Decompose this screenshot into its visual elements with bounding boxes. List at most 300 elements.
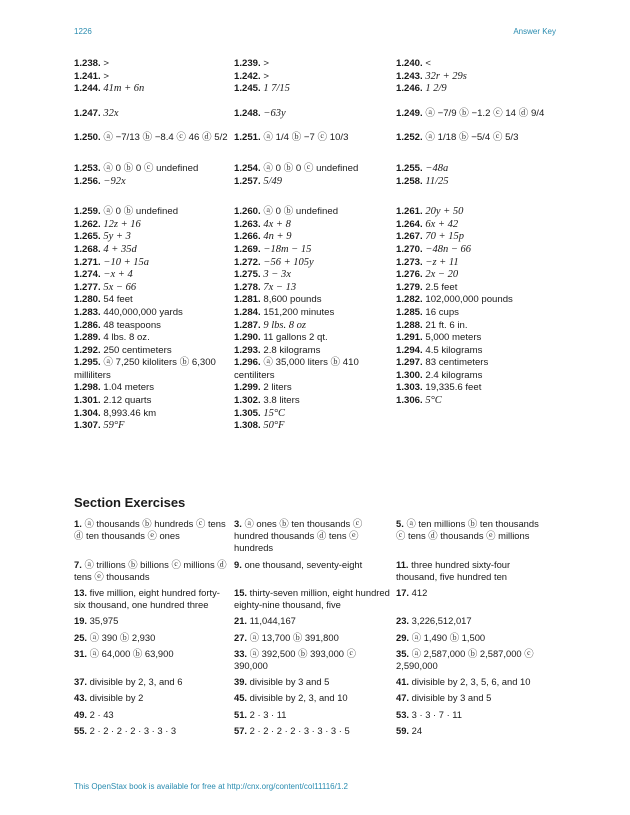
- answer-text: ⓐ 35,000 liters ⓑ 410 centiliters: [234, 357, 359, 381]
- answer-number: 1.275.: [234, 269, 261, 281]
- answer-number: 1.: [74, 518, 82, 529]
- answer-number: 1.291.: [396, 332, 423, 344]
- answer-item: [396, 676, 556, 692]
- spacer: [74, 145, 234, 163]
- answer-text: 16 cups: [425, 306, 459, 318]
- answer-number: 1.282.: [396, 294, 423, 306]
- answer-item: [74, 345, 234, 358]
- answer-item: [396, 709, 556, 725]
- answer-item: [396, 559, 556, 587]
- spacer: [234, 96, 396, 108]
- answer-text: −56 + 105y: [263, 256, 314, 268]
- answer-text: ⓐ 1/4 ⓑ −7 ⓒ 10/3: [263, 132, 349, 144]
- answer-text: 440,000,000 yards: [103, 306, 183, 318]
- answer-number: 57.: [234, 724, 248, 736]
- answer-text: 20y + 50: [425, 206, 464, 218]
- answer-text: 70 + 15p: [425, 231, 464, 243]
- exercise-grid: [74, 518, 556, 741]
- answer-item: [74, 559, 234, 587]
- answer-number: 1.253.: [74, 162, 101, 174]
- answer-number: 1.295.: [74, 357, 101, 369]
- answer-number: 1.298.: [74, 382, 101, 394]
- answer-column-2: [234, 58, 396, 433]
- answer-number: 1.279.: [396, 281, 423, 293]
- answer-item: [396, 219, 556, 232]
- answer-text: 5x − 66: [103, 281, 137, 293]
- answer-number: 1.296.: [234, 357, 261, 369]
- answer-text: 32r + 29s: [425, 70, 467, 82]
- answer-number: 1.250.: [74, 132, 101, 144]
- answer-item: [234, 294, 396, 307]
- answer-item: [396, 132, 556, 145]
- answer-item: [234, 320, 396, 333]
- answer-item: [396, 206, 556, 219]
- answer-item: [74, 332, 234, 345]
- answer-number: 1.303.: [396, 382, 423, 394]
- answer-number: 11.: [396, 558, 409, 570]
- answer-item: [234, 408, 396, 421]
- answer-text: divisible by 2, 3, 5, 6, and 10: [411, 676, 531, 688]
- answer-text: 5/49: [263, 175, 283, 187]
- answer-number: 1.258.: [396, 175, 423, 187]
- answer-item: [234, 163, 396, 176]
- answer-text: ⓐ 1,490 ⓑ 1,500: [411, 631, 486, 643]
- answer-number: 1.246.: [396, 83, 423, 95]
- answer-text: 1 2/9: [425, 83, 447, 95]
- answer-text: ⓐ 0 ⓑ 0 ⓒ undefined: [103, 162, 199, 174]
- answer-item: [396, 257, 556, 270]
- answer-number: 25.: [74, 631, 88, 643]
- answer-item: [396, 332, 556, 345]
- answer-text: ⓐ 0 ⓑ 0 ⓒ undefined: [263, 162, 359, 174]
- answer-text: 4n + 9: [263, 231, 292, 243]
- answer-text: five million, eight hundred forty-six thousand, one hundred three: [74, 587, 220, 611]
- answer-text: 102,000,000 pounds: [425, 294, 513, 306]
- answer-item: [396, 83, 556, 96]
- spacer: [74, 96, 234, 108]
- answer-item: [234, 71, 396, 84]
- answer-item: [396, 632, 556, 648]
- answer-number: 1.256.: [74, 175, 101, 187]
- answer-item: [74, 231, 234, 244]
- answer-text: 1 7/15: [263, 83, 290, 95]
- answer-number: 1.305.: [234, 407, 261, 419]
- answer-text: 2.5 feet: [425, 281, 458, 293]
- answer-text: ⓐ thousands ⓑ hundreds ⓒ tens ⓓ ten thousands ⓔ ones: [74, 518, 226, 542]
- answer-item: [74, 163, 234, 176]
- page-number: 1226: [74, 27, 92, 36]
- answer-number: 1.300.: [396, 369, 423, 381]
- answer-item: [74, 320, 234, 333]
- answer-text: ⓐ −7/9 ⓑ −1.2 ⓒ 14 ⓓ 9/4: [425, 107, 545, 119]
- answer-number: 9.: [234, 558, 242, 570]
- answer-number: 1.273.: [396, 256, 423, 268]
- answer-item: [234, 709, 396, 725]
- spacer: [396, 120, 556, 132]
- spacer: [396, 145, 556, 163]
- answer-text: ⓐ 2,587,000 ⓑ 2,587,000 ⓒ 2,590,000: [396, 647, 534, 672]
- answer-text: 6x + 42: [425, 218, 459, 230]
- answer-item: [234, 282, 396, 295]
- answer-number: 1.247.: [74, 107, 101, 119]
- answer-item: [74, 307, 234, 320]
- answer-text: −18m − 15: [263, 243, 312, 255]
- spacer: [74, 188, 234, 206]
- answer-item: [234, 587, 396, 615]
- answer-text: 3,226,512,017: [411, 615, 472, 627]
- answer-number: 1.288.: [396, 319, 423, 331]
- answer-text: divisible by 2, 3, and 10: [249, 692, 348, 704]
- answer-number: 23.: [396, 615, 410, 627]
- answer-item: [234, 615, 396, 631]
- answer-number: 1.301.: [74, 395, 101, 407]
- answer-item: [396, 615, 556, 631]
- answer-text: 11 gallons 2 qt.: [263, 332, 328, 344]
- answer-number: 1.292.: [74, 344, 101, 356]
- answer-number: 1.241.: [74, 70, 101, 82]
- answer-number: 21.: [234, 615, 248, 627]
- answer-number: 45.: [234, 692, 248, 704]
- answer-text: three hundred sixty-four thousand, five hundred ten: [396, 558, 511, 582]
- answer-number: 1.268.: [74, 243, 101, 255]
- answer-text: 5,000 meters: [425, 332, 482, 344]
- answer-number: 1.263.: [234, 218, 261, 230]
- answer-text: 35,975: [89, 615, 119, 627]
- answer-text: 32x: [103, 107, 119, 119]
- answer-number: 1.280.: [74, 294, 101, 306]
- answer-text: 412: [411, 587, 428, 599]
- answer-number: 1.255.: [396, 162, 423, 174]
- answer-item: [396, 176, 556, 189]
- answer-text: 4.5 kilograms: [425, 344, 483, 356]
- answer-number: 1.277.: [74, 281, 101, 293]
- answer-item: [74, 357, 234, 382]
- answer-text: −48n − 66: [425, 243, 472, 255]
- answer-text: ⓐ 64,000 ⓑ 63,900: [89, 647, 174, 659]
- answer-number: 1.254.: [234, 162, 261, 174]
- answer-text: ⓐ 13,700 ⓑ 391,800: [249, 631, 339, 643]
- answer-text: 8,600 pounds: [263, 294, 322, 306]
- answer-number: 31.: [74, 647, 88, 659]
- answer-text: divisible by 3 and 5: [411, 692, 492, 704]
- answer-item: [396, 294, 556, 307]
- answer-number: 1.286.: [74, 319, 101, 331]
- answer-number: 55.: [74, 724, 88, 736]
- answer-number: 1.266.: [234, 231, 261, 243]
- answer-text: >: [263, 70, 269, 82]
- answer-number: 1.257.: [234, 175, 261, 187]
- answer-number: 1.259.: [74, 206, 101, 218]
- spacer: [234, 145, 396, 163]
- answer-number: 1.293.: [234, 344, 261, 356]
- answer-text: divisible by 2: [89, 692, 144, 704]
- answer-number: 1.297.: [396, 357, 423, 369]
- answer-item: [234, 269, 396, 282]
- answer-number: 1.252.: [396, 132, 423, 144]
- answer-text: −z + 11: [425, 256, 459, 268]
- answer-item: [396, 518, 556, 559]
- answer-text: 11/25: [425, 175, 449, 187]
- answer-text: divisible by 2, 3, and 6: [89, 676, 183, 688]
- answer-text: 41m + 6n: [103, 83, 145, 95]
- answer-text: 11,044,167: [249, 615, 296, 627]
- answer-item: [74, 632, 234, 648]
- footer-note: This OpenStax book is available for free at http://cnx.org/content/col11116/1.2: [74, 782, 348, 791]
- answer-text: 24: [411, 724, 423, 736]
- answer-number: 1.245.: [234, 83, 261, 95]
- spacer: [396, 96, 556, 108]
- answer-number: 1.276.: [396, 269, 423, 281]
- answer-number: 43.: [74, 692, 88, 704]
- answer-text: 2x − 20: [425, 269, 459, 281]
- answer-number: 35.: [396, 647, 410, 659]
- answer-text: 83 centimeters: [425, 357, 489, 369]
- answer-number: 1.284.: [234, 306, 261, 318]
- answer-column-3: [396, 58, 556, 433]
- answer-item: [396, 320, 556, 333]
- answer-item: [234, 244, 396, 257]
- answer-text: 59°F: [103, 420, 125, 432]
- answer-number: 1.281.: [234, 294, 261, 306]
- answer-number: 41.: [396, 676, 410, 688]
- answer-text: 8,993.46 km: [103, 407, 157, 419]
- answer-number: 1.270.: [396, 243, 423, 255]
- answer-number: 53.: [396, 708, 410, 720]
- answer-text: ⓐ −7/13 ⓑ −8.4 ⓒ 46 ⓓ 5/2: [103, 132, 228, 144]
- answer-number: 5.: [396, 518, 404, 529]
- answer-number: 1.294.: [396, 344, 423, 356]
- answer-item: [234, 307, 396, 320]
- answer-text: 2 liters: [263, 382, 292, 394]
- answer-number: 1.269.: [234, 243, 261, 255]
- answer-number: 1.262.: [74, 218, 101, 230]
- answer-number: 1.274.: [74, 269, 101, 281]
- answer-item: [74, 58, 234, 71]
- answer-text: ⓐ ten millions ⓑ ten thousands ⓒ tens ⓓ thousands ⓔ millions: [396, 518, 539, 542]
- answer-number: 1.306.: [396, 395, 423, 407]
- answer-number: 27.: [234, 631, 248, 643]
- answer-text: 2 · 43: [89, 708, 114, 720]
- answer-item: [396, 231, 556, 244]
- answer-item: [234, 725, 396, 741]
- answer-text: 3.8 liters: [263, 395, 300, 407]
- answer-number: 1.272.: [234, 256, 261, 268]
- answer-item: [74, 71, 234, 84]
- answer-text: 15°C: [263, 407, 286, 419]
- answer-item: [234, 58, 396, 71]
- answer-number: 1.308.: [234, 420, 261, 432]
- answer-text: ⓐ 7,250 kiloliters ⓑ 6,300 milliliters: [74, 357, 216, 381]
- answer-number: 1.242.: [234, 70, 261, 82]
- answer-text: −48a: [425, 162, 449, 174]
- answer-number: 1.283.: [74, 306, 101, 318]
- answer-number: 13.: [74, 587, 88, 599]
- answer-number: 1.271.: [74, 256, 101, 268]
- answer-text: 3 · 3 · 7 · 11: [411, 708, 463, 720]
- answer-item: [234, 257, 396, 270]
- answer-item: [234, 176, 396, 189]
- answer-item: [396, 71, 556, 84]
- answer-number: 1.299.: [234, 382, 261, 394]
- answer-item: [74, 709, 234, 725]
- answer-item: [74, 83, 234, 96]
- answer-text: 1.04 meters: [103, 382, 155, 394]
- answer-item: [74, 408, 234, 421]
- answer-column-1: [74, 58, 234, 433]
- answer-item: [396, 282, 556, 295]
- answer-item: [234, 83, 396, 96]
- answer-number: 1.239.: [234, 58, 261, 69]
- answer-text: 2.8 kilograms: [263, 344, 321, 356]
- answer-number: 1.238.: [74, 58, 101, 69]
- answer-item: [234, 648, 396, 676]
- answer-item: [234, 332, 396, 345]
- answer-number: 1.261.: [396, 206, 423, 218]
- answer-number: 1.265.: [74, 231, 101, 243]
- answer-number: 1.307.: [74, 420, 101, 432]
- answer-item: [74, 420, 234, 433]
- answer-item: [74, 108, 234, 121]
- answer-item: [396, 357, 556, 370]
- answer-text: 2 · 3 · 11: [249, 708, 287, 720]
- answer-item: [234, 518, 396, 559]
- answer-item: [234, 132, 396, 145]
- answer-number: 1.264.: [396, 218, 423, 230]
- answer-item: [234, 345, 396, 358]
- answer-number: 51.: [234, 708, 248, 720]
- answer-text: 21 ft. 6 in.: [425, 319, 468, 331]
- running-header: Answer Key: [513, 27, 556, 36]
- answer-text: >: [103, 70, 109, 82]
- answer-number: 17.: [396, 587, 410, 599]
- answer-item: [396, 648, 556, 676]
- answer-text: >: [103, 58, 109, 69]
- answer-text: ⓐ 0 ⓑ undefined: [103, 206, 179, 218]
- answer-number: 1.285.: [396, 306, 423, 318]
- answer-item: [396, 244, 556, 257]
- answer-item: [74, 587, 234, 615]
- answer-text: ⓐ 1/18 ⓑ −5/4 ⓒ 5/3: [425, 132, 519, 144]
- answer-item: [396, 725, 556, 741]
- answer-item: [234, 632, 396, 648]
- answer-item: [74, 615, 234, 631]
- answer-text: 4 + 35d: [103, 243, 137, 255]
- answer-item: [234, 357, 396, 382]
- answer-number: 33.: [234, 647, 248, 659]
- answer-text: thirty-seven million, eight hundred eighty-nine thousand, five: [234, 587, 390, 611]
- answer-number: 1.287.: [234, 319, 261, 331]
- answer-number: 1.248.: [234, 107, 261, 119]
- answer-number: 1.290.: [234, 332, 261, 344]
- answer-number: 19.: [74, 615, 88, 627]
- answer-text: 151,200 minutes: [263, 306, 335, 318]
- answer-item: [74, 692, 234, 708]
- answer-item: [74, 269, 234, 282]
- answer-item: [74, 132, 234, 145]
- answer-number: 1.267.: [396, 231, 423, 243]
- answer-text: 12z + 16: [103, 218, 141, 230]
- answer-text: 19,335.6 feet: [425, 382, 482, 394]
- answer-number: 39.: [234, 676, 248, 688]
- answer-number: 1.289.: [74, 332, 101, 344]
- answer-number: 47.: [396, 692, 410, 704]
- answer-item: [74, 382, 234, 395]
- answer-item: [234, 231, 396, 244]
- answer-item: [74, 676, 234, 692]
- answer-number: 29.: [396, 631, 410, 643]
- answer-text: 54 feet: [103, 294, 133, 306]
- answer-item: [396, 370, 556, 383]
- answer-item: [74, 206, 234, 219]
- answer-item: [396, 587, 556, 615]
- answer-item: [396, 58, 556, 71]
- answer-text: ⓐ 0 ⓑ undefined: [263, 206, 339, 218]
- answer-item: [234, 420, 396, 433]
- answer-item: [74, 257, 234, 270]
- answer-number: 1.304.: [74, 407, 101, 419]
- answer-item: [396, 395, 556, 408]
- answer-number: 49.: [74, 708, 88, 720]
- answer-text: ⓐ 390 ⓑ 2,930: [89, 631, 156, 643]
- answer-text: −63y: [263, 107, 286, 119]
- answer-item: [74, 294, 234, 307]
- answer-item: [396, 307, 556, 320]
- answer-text: >: [263, 58, 269, 69]
- answer-number: 1.251.: [234, 132, 261, 144]
- answer-text: one thousand, seventy-eight: [244, 558, 363, 570]
- spacer: [74, 120, 234, 132]
- answer-item: [234, 395, 396, 408]
- answer-number: 37.: [74, 676, 88, 688]
- answer-item: [234, 692, 396, 708]
- answer-item: [74, 648, 234, 676]
- answer-text: 5°C: [425, 395, 442, 407]
- answer-number: 3.: [234, 518, 242, 529]
- answer-text: 250 centimeters: [103, 344, 172, 356]
- answer-number: 1.260.: [234, 206, 261, 218]
- spacer: [234, 188, 396, 206]
- answer-item: [74, 395, 234, 408]
- answer-item: [74, 219, 234, 232]
- answer-item: [74, 725, 234, 741]
- section-heading: Section Exercises: [74, 495, 186, 510]
- spacer: [234, 120, 396, 132]
- answer-text: ⓐ trillions ⓑ billions ⓒ millions ⓓ tens ⓔ thousands: [74, 558, 227, 582]
- answer-number: 1.249.: [396, 107, 423, 119]
- answer-number: 1.278.: [234, 281, 261, 293]
- answer-text: 50°F: [263, 420, 285, 432]
- answer-text: <: [425, 58, 431, 69]
- answer-number: 1.243.: [396, 70, 423, 82]
- answer-text: 48 teaspoons: [103, 319, 161, 331]
- spacer: [396, 188, 556, 206]
- answer-item: [396, 345, 556, 358]
- answer-item: [234, 108, 396, 121]
- answer-text: 7x − 13: [263, 281, 297, 293]
- answer-text: ⓐ ones ⓑ ten thousands ⓒ hundred thousands ⓓ tens ⓔ hundreds: [234, 518, 363, 554]
- answer-number: 1.244.: [74, 83, 101, 95]
- answer-text: ⓐ 392,500 ⓑ 393,000 ⓒ 390,000: [234, 647, 356, 672]
- answer-number: 1.240.: [396, 58, 423, 69]
- answer-text: −10 + 15a: [103, 256, 150, 268]
- answer-item: [396, 108, 556, 121]
- answer-number: 7.: [74, 558, 82, 570]
- answer-item: [74, 518, 234, 559]
- answer-text: 5y + 3: [103, 231, 131, 243]
- answer-text: 2 · 2 · 2 · 2 · 3 · 3 · 3 · 5: [249, 724, 350, 736]
- answer-item: [234, 219, 396, 232]
- answer-number: 59.: [396, 724, 410, 736]
